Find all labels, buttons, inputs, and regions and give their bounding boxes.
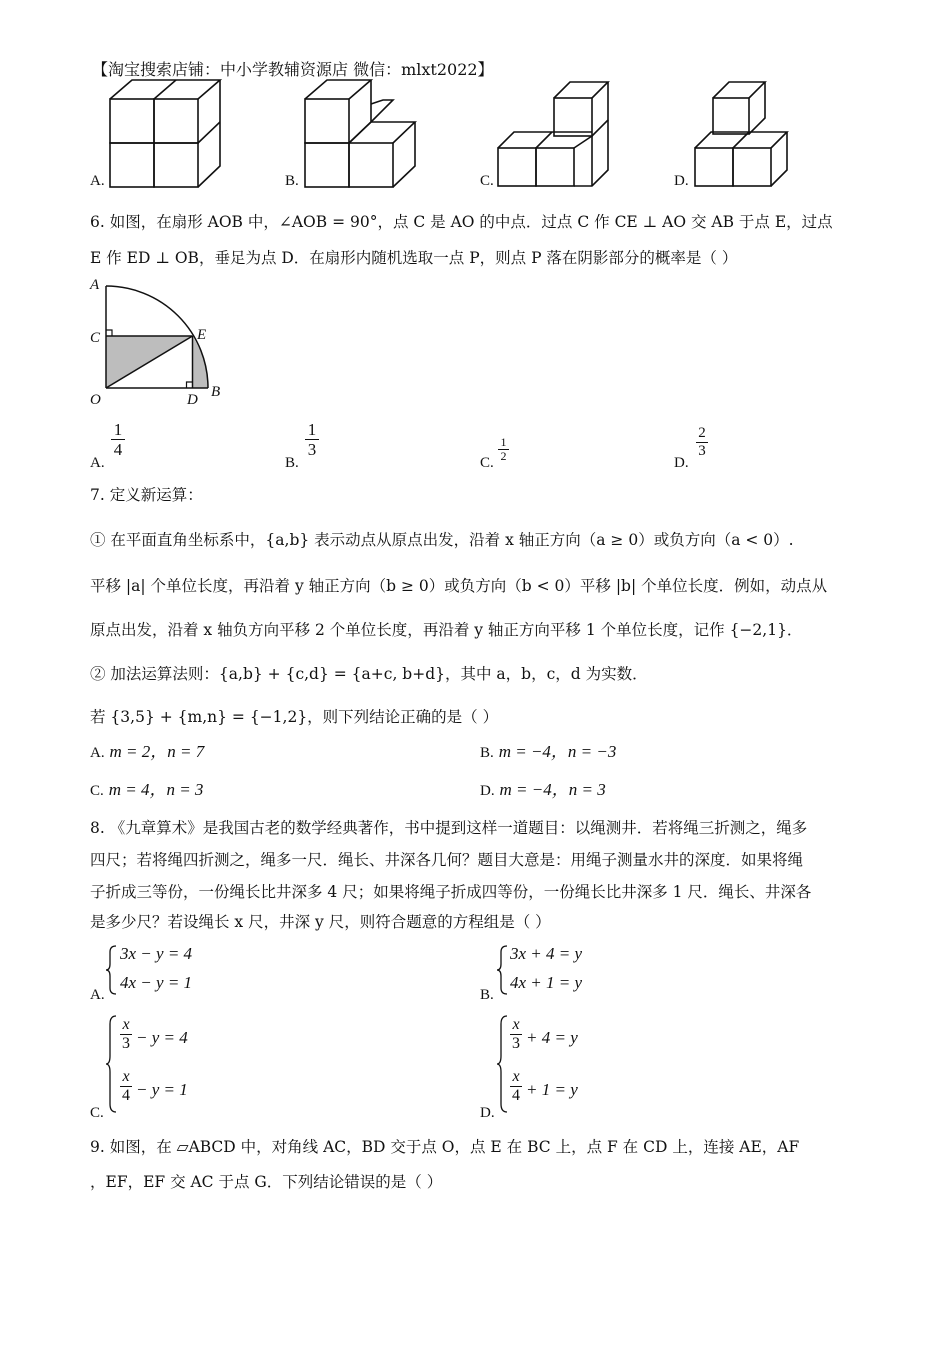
q6-label-e: E <box>197 327 207 343</box>
q8-option-d-frac1: x 3 <box>512 1016 520 1052</box>
q6-label-a: A <box>90 277 100 293</box>
q5-option-b: B. <box>285 173 299 189</box>
q6-option-a-fraction: 1 4 <box>111 420 125 459</box>
q5-figure-b <box>303 78 418 190</box>
q8-option-c-brace <box>106 1014 118 1114</box>
q8-option-a-eq1: 3x − y = 4 <box>120 944 193 963</box>
q5-option-a: A. <box>90 173 105 189</box>
q7-question: 若 {3,5} + {m,n} = {−1,2}，则下列结论正确的是（ ） <box>90 708 499 726</box>
q7-option-a: A. m = 2，n = 7 <box>90 742 205 761</box>
q6-option-b-fraction: 1 3 <box>305 420 319 459</box>
q5-option-d: D. <box>674 173 689 189</box>
q8-option-c-frac1: x 3 <box>122 1016 130 1052</box>
q6-label-c: C <box>90 330 101 346</box>
q9-stem-line1: 9. 如图，在 ▱ABCD 中，对角线 AC，BD 交于点 O，点 E 在 BC 上，点 F 在 CD 上，连接 AE，AF <box>90 1138 800 1156</box>
q7-option-a-text: m = 2，n = 7 <box>109 742 205 761</box>
q8-option-a-brace <box>106 944 118 996</box>
q6-label-d: D <box>187 392 198 408</box>
q7-option-d: D. m = −4，n = 3 <box>480 780 606 799</box>
q8-option-d-label: D. <box>480 1105 495 1121</box>
q8-option-d-eq1: + 4 = y <box>526 1028 578 1047</box>
q8-stem-line3: 子折成三等份，一份绳长比井深多 4 尺；如果将绳子折成四等份，一份绳长比井深多 1 尺．绳长、井深各 <box>90 883 812 901</box>
q5-figure-a <box>108 78 223 190</box>
q7-rule1-line1: ① 在平面直角坐标系中，{a,b} 表示动点从原点出发，沿着 x 轴正方向（a ≥ 0）或负方向（a < 0）. <box>90 531 794 549</box>
q8-option-d-frac2: x 4 <box>512 1068 520 1104</box>
q7-option-c: C. m = 4，n = 3 <box>90 780 204 799</box>
q7-option-c-text: m = 4，n = 3 <box>108 780 204 799</box>
q8-option-b-eq2: 4x + 1 = y <box>510 973 583 992</box>
q8-option-c-eq2: − y = 1 <box>136 1080 188 1099</box>
q8-option-b-brace <box>497 944 509 996</box>
q8-option-b-eq1: 3x + 4 = y <box>510 944 583 963</box>
q8-option-d-eq2: + 1 = y <box>526 1080 578 1099</box>
q5-figure-c <box>496 78 611 190</box>
q8-stem-line4: 是多少尺？若设绳长 x 尺，井深 y 尺，则符合题意的方程组是（ ） <box>90 913 551 931</box>
q6-label-o: O <box>90 392 101 408</box>
q8-option-c-eq1: − y = 4 <box>136 1028 188 1047</box>
q7-rule2: ② 加法运算法则：{a,b} + {c,d} = {a+c, b+d}，其中 a，b，c，d 为实数． <box>90 665 648 683</box>
q8-option-d-brace <box>497 1014 509 1114</box>
q7-rule1-line2: 平移 |a| 个单位长度，再沿着 y 轴正方向（b ≥ 0）或负方向（b < 0）平移 |b| 个单位长度．例如，动点从 <box>90 577 828 595</box>
q6-label-b: B <box>211 384 221 400</box>
header-ad: 【淘宝搜索店铺：中小学教辅资源店 微信：mlxt2022】 <box>92 60 494 79</box>
q7-option-b: B. m = −4，n = −3 <box>480 742 617 761</box>
q8-option-b-label: B. <box>480 987 494 1003</box>
q8-option-c-label: C. <box>90 1105 104 1121</box>
q5-option-c: C. <box>480 173 494 189</box>
q5-figure-d <box>691 78 806 190</box>
q6-stem-line2: E 作 ED ⊥ OB，垂足为点 D．在扇形内随机选取一点 P，则点 P 落在阴影部分的概率是（ ） <box>90 249 738 267</box>
q6-sector-figure <box>86 276 226 408</box>
q8-stem-line1: 8. 《九章算术》是我国古老的数学经典著作，书中提到这样一道题目：以绳测井．若将绳三折测之，绳多 <box>90 819 808 837</box>
q7-option-b-text: m = −4，n = −3 <box>498 742 617 761</box>
q6-option-a-label: A. <box>90 455 105 471</box>
q6-stem-line1: 6. 如图，在扇形 AOB 中，∠AOB = 90°，点 C 是 AO 的中点．过点 C 作 CE ⊥ AO 交 AB 于点 E，过点 <box>90 213 833 231</box>
q6-option-b-label: B. <box>285 455 299 471</box>
q7-option-d-text: m = −4，n = 3 <box>499 780 606 799</box>
q6-option-c-label: C. <box>480 455 494 471</box>
q8-stem-line2: 四尺；若将绳四折测之，绳多一尺．绳长、井深各几何？题目大意是：用绳子测量水井的深度．如果将绳 <box>90 851 804 869</box>
q7-title: 7. 定义新运算： <box>90 486 203 504</box>
q8-option-a-eq2: 4x − y = 1 <box>120 973 193 992</box>
q6-option-c-fraction: 1 2 <box>498 436 509 463</box>
q8-option-a-label: A. <box>90 987 105 1003</box>
q8-option-c-frac2: x 4 <box>122 1068 130 1104</box>
q9-stem-line2: ，EF，EF 交 AC 于点 G．下列结论错误的是（ ） <box>90 1173 443 1191</box>
q6-option-d-label: D. <box>674 455 689 471</box>
q7-rule1-line3: 原点出发，沿着 x 轴负方向平移 2 个单位长度，再沿着 y 轴正方向平移 1 个单位长度，记作 {−2,1}． <box>90 621 803 639</box>
q6-option-d-fraction: 2 3 <box>696 425 708 460</box>
